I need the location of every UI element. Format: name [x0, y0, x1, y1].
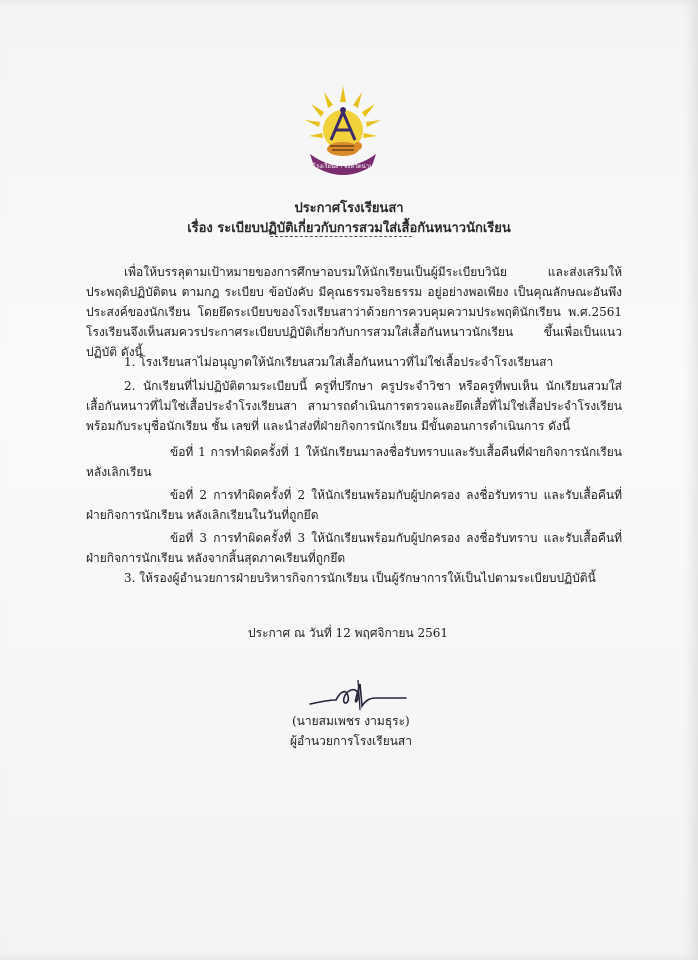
intro-paragraph: เพื่อให้บรรลุตามเป้าหมายของการศึกษาอบรมให้นักเรียนเป็นผู้มีระเบียบวินัย และส่งเสริมให้ประพฤติปฏิบัติตน ตามกฎ ระเบียบ ข้อบังคับ มีคุณธรรมจริยธรรม อยู่อย่างพอเพียง เป็นคุณลักษณะอันพึงประสงค์ของนักเรียน โดยยึดระเบียบของโรงเรียนสาว่าด้วยการควบคุมความประพฤตินักเรียน พ.ศ.2561 โรงเรียนจึงเห็นสมควรประกาศระเบียบปฏิบัติเกี่ยวกับการสวมใส่เสื้อกันหนาวนักเรียน ขึ้นเพื่อเป็นแนวปฏิบัติ ดังนี้: [86, 265, 622, 359]
signer-title: ผู้อำนวยการโรงเรียนสา: [290, 734, 412, 748]
announcement-subject: เรื่อง ระเบียบปฏิบัติเกี่ยวกับการสวมใส่เสื้อกันหนาวนักเรียน: [187, 221, 511, 236]
title-divider: [270, 236, 412, 237]
announcement-title: ประกาศโรงเรียนสา: [294, 201, 404, 216]
step-1: ข้อที่ 1 การทำผิดครั้งที่ 1 ให้นักเรียนมาลงชื่อรับทราบและรับเสื้อคืนที่ฝ่ายกิจการนักเรียน หลังเลิกเรียน: [86, 445, 622, 479]
tiger-icon: [327, 142, 362, 156]
announcement-date: ประกาศ ณ วันที่ 12 พฤศจิกายน 2561: [248, 626, 449, 640]
school-emblem-logo: [302, 80, 384, 180]
signer-name: (นายสมเพชร งามธุระ): [292, 714, 410, 728]
rule-1: 1. โรงเรียนสาไม่อนุญาตให้นักเรียนสวมใส่เสื้อกันหนาวที่ไม่ใช่เสื้อประจำโรงเรียนสา: [124, 355, 554, 369]
rule-3: 3. ให้รองผู้อำนวยการฝ่ายบริหารกิจการนักเรียน เป็นผู้รักษาการให้เป็นไปตามระเบียบปฏิบัตินี้: [124, 571, 596, 585]
director-signature: [306, 676, 414, 716]
logo-banner-text: โรงเรียนสา จังหวัดน่าน: [312, 163, 374, 170]
step-2: ข้อที่ 2 การทำผิดครั้งที่ 2 ให้นักเรียนพร้อมกับผู้ปกครอง ลงชื่อรับทราบ และรับเสื้อคืนที่ฝ่ายกิจการนักเรียน หลังเลิกเรียนในวันที่ถูกยึด: [86, 488, 622, 522]
step-3: ข้อที่ 3 การทำผิดครั้งที่ 3 ให้นักเรียนพร้อมกับผู้ปกครอง ลงชื่อรับทราบ และรับเสื้อคืนที่ฝ่ายกิจการนักเรียน หลังจากสิ้นสุดภาคเรียนที่ถูกยึด: [86, 531, 622, 565]
rule-2: 2. นักเรียนที่ไม่ปฏิบัติตามระเบียบนี้ ครูที่ปรึกษา ครูประจำวิชา หรือครูที่พบเห็น นักเรียนสวมใส่เสื้อกันหนาวที่ไม่ใช่เสื้อประจำโรงเรียนสา สามารถดำเนินการตรวจและยึดเสื้อที่ไม่ใช่เสื้อประจำโรงเรียน พร้อมกับระบุชื่อนักเรียน ชั้น เลขที่ และนำส่งที่ฝ่ายกิจการนักเรียน มีขั้นตอนการดำเนินการ ดังนี้: [86, 379, 622, 433]
